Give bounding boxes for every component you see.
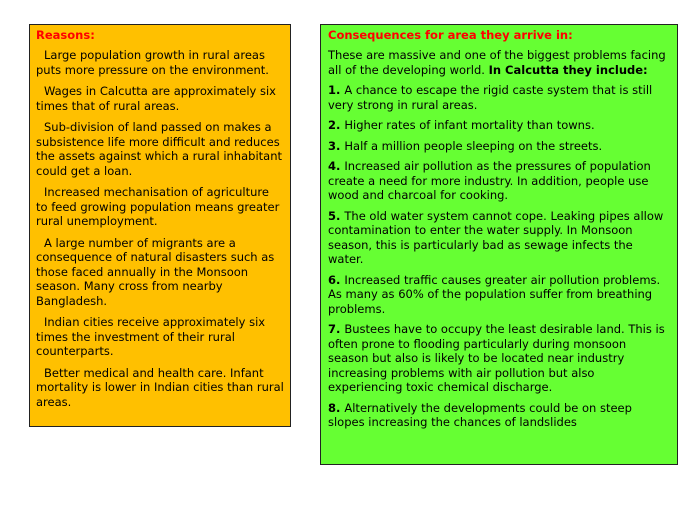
item-text: Half a million people sleeping on the streets.: [344, 138, 603, 153]
consequence-item: [328, 139, 669, 154]
item-text: Bustees have to occupy the least desirable land. This is often prone to flooding particularly during monsoon season but also is likely to be located near industry increasing problems with air pollution but also experiencing toxic chemical discharge.: [328, 322, 665, 394]
item-number: 4.: [328, 159, 341, 173]
reason-item: Better medical and health care. Infant mortality is lower in Indian cities than rural areas.: [36, 365, 284, 409]
item-text: The old water system cannot cope. Leaking pipes allow contamination to enter the water supply. In Monsoon season, this is particularly bad as sewage infects the water.: [328, 208, 664, 266]
reason-item: Increased mechanisation of agriculture to feed growing population means greater rural unemployment.: [36, 185, 280, 228]
consequences-heading: Consequences for area they arrive in:: [328, 28, 573, 42]
reason-item: Wages in Calcutta are approximately six times that of rural areas.: [36, 84, 276, 113]
intro-text: These are massive and one of the biggest problems facing all of the developing world.: [328, 48, 666, 77]
reason-item: A large number of migrants are a consequence of natural disasters such as those faced annually in the Monsoon season. Many cross from nearby Bangladesh.: [36, 235, 275, 308]
item-number: 2.: [328, 118, 341, 132]
reason-item: Sub-division of land passed on makes a subsistence life more difficult and reduces the assets against which a rural inhabitant could get a loan.: [36, 120, 282, 178]
consequences-intro: [328, 48, 669, 77]
item-number: 1.: [328, 83, 341, 97]
consequence-item: [328, 322, 669, 395]
item-text: Higher rates of infant mortality than towns.: [344, 118, 595, 132]
consequence-item: [328, 159, 669, 203]
item-number: 6.: [328, 272, 341, 287]
item-number: 7.: [328, 322, 341, 336]
consequence-item: [328, 401, 669, 430]
item-text: Increased air pollution as the pressures of population create a need for more industry. In addition, people use wood and charcoal for cooking.: [328, 159, 651, 202]
consequences-panel: [320, 24, 678, 465]
item-text: Alternatively the developments could be on steep slopes increasing the chances of landslides: [328, 400, 632, 429]
item-text: Increased traffic causes greater air pollution problems. As many as 60% of the population suffer from breathing problems.: [328, 272, 661, 316]
consequence-item: [328, 209, 669, 267]
consequence-item: [328, 273, 669, 317]
item-text: A chance to escape the rigid caste system that is still very strong in rural areas.: [328, 83, 653, 112]
reason-item: Large population growth in rural areas puts more pressure on the environment.: [36, 48, 269, 77]
intro-bold-text: In Calcutta they include:: [488, 62, 648, 77]
reasons-heading: Reasons:: [36, 28, 95, 42]
reasons-panel: [29, 24, 291, 427]
item-number: 3.: [328, 138, 341, 153]
item-number: 5.: [328, 208, 341, 223]
consequence-item: [328, 118, 669, 133]
consequence-item: [328, 83, 669, 112]
reason-item: Indian cities receive approximately six times the investment of their rural counterparts.: [36, 315, 266, 358]
item-number: 8.: [328, 400, 341, 415]
